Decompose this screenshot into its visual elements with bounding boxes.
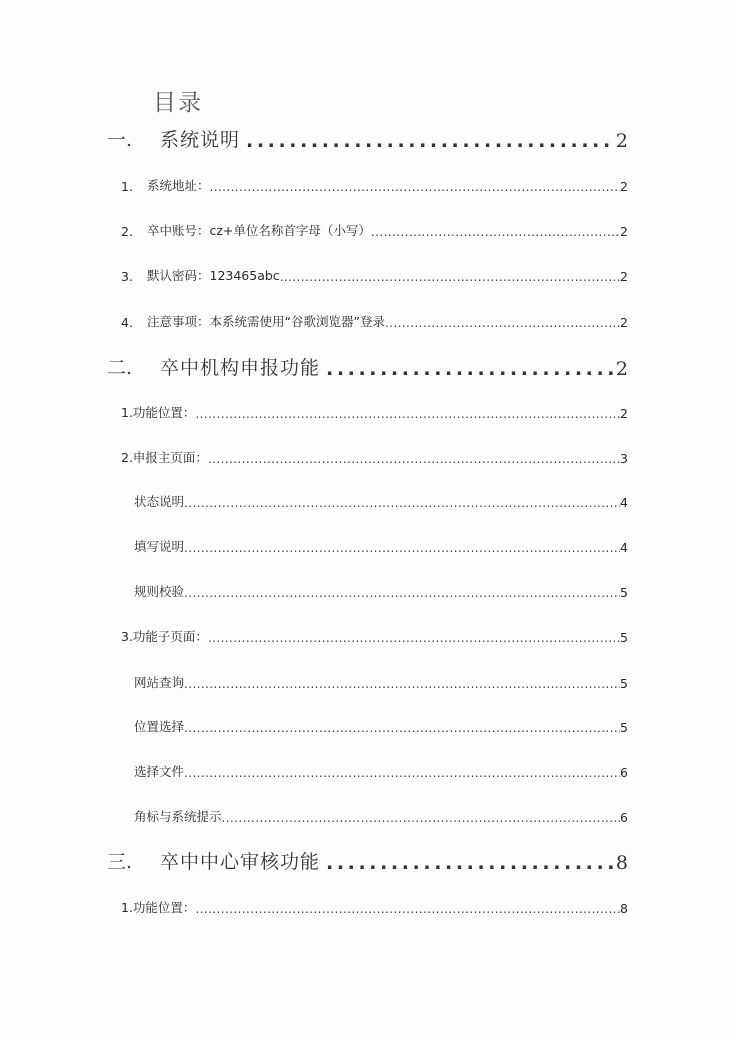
page-number: 6 — [620, 765, 628, 780]
item-label: 1.功能位置： — [121, 405, 196, 420]
section-label: 卒中机构申报功能 — [160, 357, 321, 379]
item-number: 2. — [121, 224, 133, 239]
item-label: 2.申报主页面： — [121, 450, 208, 465]
toc-item[interactable] — [121, 403, 628, 421]
item-number: 1. — [121, 179, 133, 194]
dot-leader — [326, 852, 614, 874]
dot-leader — [184, 496, 620, 510]
toc-subitem[interactable] — [134, 673, 628, 691]
dot-leader — [280, 270, 620, 284]
item-number: 4. — [121, 315, 133, 330]
page-number: 2 — [620, 406, 628, 421]
item-label: 角标与系统提示 — [134, 809, 222, 824]
toc-item[interactable] — [121, 221, 628, 239]
page-number: 4 — [620, 495, 628, 510]
page-number: 5 — [620, 676, 628, 691]
toc-subitem[interactable] — [134, 717, 628, 735]
item-label: 注意事项：本系统需使用“谷歌浏览器”登录 — [147, 314, 385, 329]
toc-subitem[interactable] — [134, 537, 628, 555]
toc-subitem[interactable] — [134, 492, 628, 510]
item-label: 卒中账号：cz+单位名称首字母（小写） — [147, 223, 371, 238]
page-number: 5 — [620, 630, 628, 645]
item-label: 3.功能子页面： — [121, 629, 208, 644]
page-number: 3 — [620, 451, 628, 466]
toc-item[interactable] — [121, 312, 628, 330]
page-number: 4 — [620, 540, 628, 555]
page-number: 5 — [620, 585, 628, 600]
toc-title: 目录 — [153, 90, 203, 116]
item-label: 选择文件 — [134, 764, 185, 779]
dot-leader — [246, 130, 614, 152]
section-label: 卒中中心审核功能 — [160, 851, 321, 873]
page-number: 2 — [620, 179, 628, 194]
dot-leader — [184, 721, 620, 735]
toc-item[interactable] — [121, 627, 628, 645]
page-number: 2 — [620, 224, 628, 239]
dot-leader — [195, 407, 620, 421]
dot-leader — [184, 586, 620, 600]
item-label: 规则校验 — [134, 584, 185, 599]
dot-leader — [326, 358, 614, 380]
toc-subitem[interactable] — [134, 807, 628, 825]
section-number: 二. — [107, 357, 133, 379]
toc-section-3[interactable] — [107, 848, 628, 874]
dot-leader — [208, 452, 620, 466]
item-number: 3. — [121, 269, 133, 284]
section-number: 一. — [107, 129, 133, 151]
item-label: 填写说明 — [134, 539, 185, 554]
dot-leader — [385, 316, 620, 330]
toc-item[interactable] — [121, 898, 628, 916]
page-number: 8 — [615, 852, 628, 874]
item-label: 状态说明 — [134, 494, 185, 509]
dot-leader — [184, 766, 620, 780]
item-label: 网站查询 — [134, 675, 185, 690]
dot-leader — [371, 225, 620, 239]
dot-leader — [184, 541, 620, 555]
dot-leader — [208, 631, 620, 645]
dot-leader — [222, 811, 621, 825]
section-number: 三. — [107, 851, 133, 873]
page-number: 2 — [620, 315, 628, 330]
dot-leader — [210, 180, 621, 194]
dot-leader — [195, 902, 620, 916]
item-label: 系统地址： — [147, 178, 210, 193]
page-number: 6 — [620, 810, 628, 825]
toc-subitem[interactable] — [134, 762, 628, 780]
item-label: 默认密码：123465abc — [147, 268, 280, 283]
item-label: 位置选择 — [134, 719, 185, 734]
page-number: 8 — [620, 901, 628, 916]
toc-item[interactable] — [121, 176, 628, 194]
page-number: 5 — [620, 720, 628, 735]
dot-leader — [184, 677, 620, 691]
toc-item[interactable] — [121, 448, 628, 466]
section-label: 系统说明 — [160, 129, 241, 151]
page-number: 2 — [615, 130, 628, 152]
page-number: 2 — [620, 269, 628, 284]
toc-subitem[interactable] — [134, 582, 628, 600]
toc-section-2[interactable] — [107, 354, 628, 380]
item-label: 1.功能位置： — [121, 900, 196, 915]
toc-section-1[interactable] — [107, 126, 628, 152]
page-number: 2 — [615, 358, 628, 380]
toc-item[interactable] — [121, 266, 628, 284]
